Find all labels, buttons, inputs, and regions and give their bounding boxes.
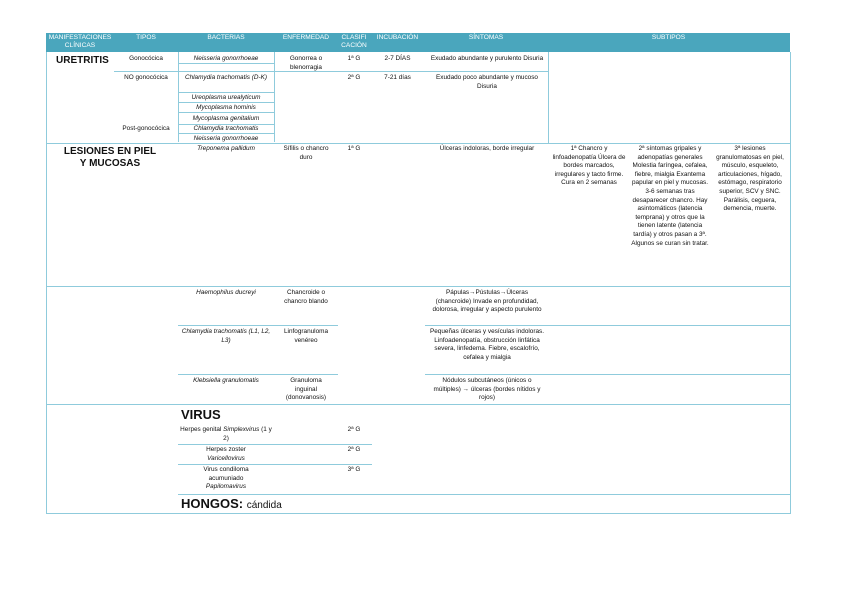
clasif-condiloma: 3ª G [347,466,361,473]
condiloma-agente: Papilomavirus [205,483,247,491]
enfermedad-gonorrea: Gonorrea o blenorragia [289,55,323,71]
bacteria-chlamydia-dk: Chlamydia trachomatis (D-K) [184,74,268,81]
row-divider [178,325,338,326]
row-divider [46,404,791,405]
row-divider [178,374,338,375]
clasif-gonococica: 1ª G [347,55,361,62]
sintomas-klebsiella: Nódulos subcutáneos (únicos o múltiples) → úlceras (bordes nítidos y rojos) [433,377,541,402]
enfermedad-linfogranuloma: Linfogranuloma venéreo [283,328,329,344]
header-incubacion: INCUBACIÓN [376,34,419,41]
tipo-post-gonococica: Post-gonocócica [122,125,170,132]
sintomas-gonococica: Exudado abundante y purulento Disuria [430,55,544,62]
sintomas-treponema: Úlceras indoloras, borde irregular [439,145,535,152]
row-divider [178,92,274,93]
bacteria-neisseria-post: Neisseria gonorrhoeae [193,135,259,142]
bacteria-mycoplasma-hominis: Mycoplasma hominis [196,104,256,111]
hongos-row [181,497,282,513]
header-bacterias: BACTERIAS [207,34,245,41]
header-tipos: TIPOS [136,34,156,41]
table-border-left [46,52,47,514]
hongos-title: HONGOS: [181,496,244,511]
subtipo-sifilis-2: 2ª síntomas gripales y adenopatías generales Molestia faríngea, cefalea, fiebre, mialgia Exantema papular en piel y mucosas. 3-6 semanas tras desaparecer chancro. Hay asintomáticos (latencia temprana) y otros que la tienen latente (latencia tardía) y otros pasan a 3ª. Algunos se curan sin tratar. [631,145,709,247]
herpes-genital-label: Herpes genital [180,426,222,433]
row-divider [178,464,372,465]
bacteria-haemophilus: Haemophilus ducreyi [196,289,256,296]
bacteria-treponema: Treponema pallidum [197,145,255,152]
herpes-zoster-agente: Varicellovirus [207,454,245,462]
clasif-treponema: 1ª G [347,145,361,152]
bacteria-ureoplasma: Ureoplasma urealyticum [191,94,261,101]
lesiones-title: LESIONES EN PIEL Y MUCOSAS [63,146,157,169]
row-divider [46,286,791,287]
incubacion-gonococica: 2-7 DÍAS [384,55,411,62]
table-border-bottom [46,513,791,514]
herpes-genital-extra: (1 y 2) [223,426,272,442]
sintomas-chlamydia: Pequeñas úlceras y vesículas indoloras. Linfoadenopatía, obstrucción linfática severa, linfedema. Fiebre, escalofrío, cefalea y mialgia [429,328,545,361]
bacteria-klebsiella: Klebsiella granulomatis [193,377,259,384]
sintomas-no-gonococica: Exudado poco abundante y mucoso Disuria [436,74,538,90]
enfermedad-granuloma: Granuloma inguinal (donovanosis) [285,377,327,402]
virus-herpes-genital [178,426,274,443]
herpes-zoster-label: Herpes zoster [206,446,246,453]
header-manifestaciones: MANIFESTACIONES CLÍNICAS [48,34,112,49]
bacteria-chlamydia-l: Chlamydia trachomatis (L1, L2, L3) [181,328,271,344]
bacteria-neisseria: Neisseria gonorrhoeae [193,55,259,62]
enfermedad-sifilis: Sífilis o chancro duro [283,145,329,161]
clasif-herpes-genital: 2ª G [347,426,361,433]
header-enfermedad: ENFERMEDAD [282,34,330,41]
clasif-no-gonococica: 2ª G [347,74,361,81]
enfermedad-chancroide: Chancroide o chancro blando [284,289,328,305]
col-divider [548,52,549,143]
incubacion-no-gonococica: 7-21 días [384,74,411,81]
subtipo-sifilis-1: 1ª Chancro y linfoadenopatía Úlcera de bordes marcados, irregulares y tacto firme. Cura en 2 semanas [552,145,626,187]
herpes-genital-agente: Simplexvirus [223,426,260,433]
uretritis-title: URETRITIS [56,55,109,66]
sintomas-haemophilus: Pápulas→Pústulas→Úlceras (chancroide) Invade en profundidad, dolorosa, irregular y aspecto purulento [432,289,542,314]
virus-condiloma [190,466,262,492]
tipo-no-gonococica: NO gonocócica [124,74,168,81]
clasif-herpes-zoster: 2ª G [347,446,361,453]
hongos-value: cándida [246,500,282,511]
col-divider [274,52,275,142]
subtipo-sifilis-3: 3ª lesiones granulomatosas en piel, músculo, esqueleto, articulaciones, hígado, estómago, respiratorio superior, SCV y SNC. Parálisis, ceguera, demencia, muerte. [716,145,784,213]
virus-title: VIRUS [181,407,221,422]
row-divider [178,494,790,495]
bacteria-mycoplasma-genitalium: Mycoplasma genitalium [192,115,260,122]
row-divider [425,374,791,375]
row-divider [178,444,372,445]
table-border-right [790,52,791,514]
header-subtipos: SUBTIPOS [651,34,686,41]
header-clasificacion: CLASIFI CACIÓN [341,34,367,49]
tipo-gonococica: Gonocócica [129,55,163,62]
bacteria-chlamydia-post: Chlamydia trachomatis [193,125,259,132]
header-sintomas: SÍNTOMAS [468,34,504,41]
section-divider [46,143,791,144]
virus-herpes-zoster [178,446,274,463]
row-divider [425,325,791,326]
condiloma-label: Virus condiloma acumuniado [203,466,249,482]
